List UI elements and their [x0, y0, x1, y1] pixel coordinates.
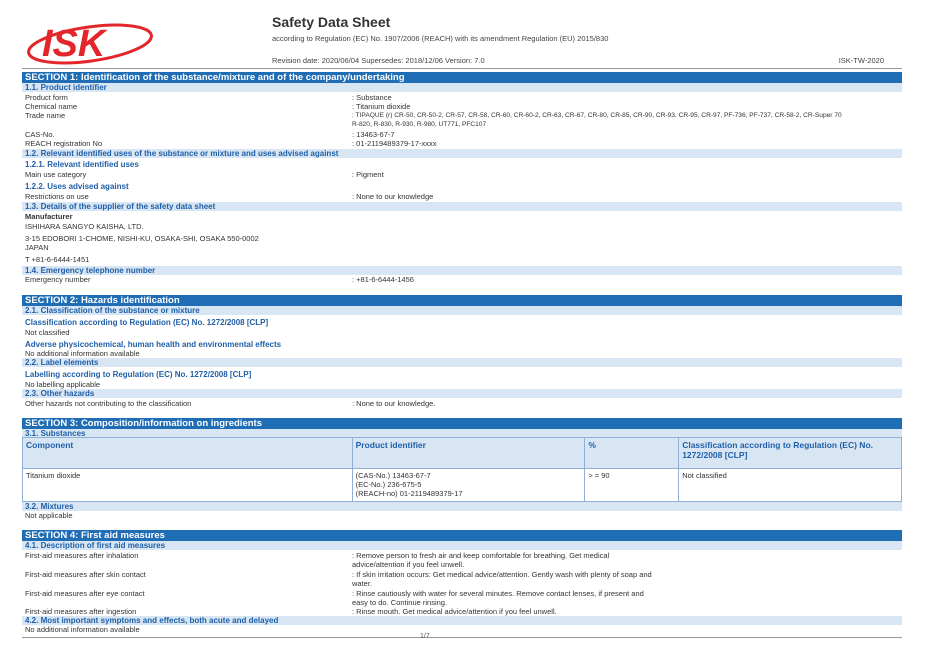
row-label: First-aid measures after inhalation — [25, 551, 139, 560]
row-label: REACH registration No — [25, 139, 103, 148]
row-label: Chemical name — [25, 102, 78, 111]
row-value: water. — [352, 579, 373, 588]
row-value: : Rinse cautiously with water for several minutes. Remove contact lenses, if present and — [352, 589, 644, 598]
manufacturer-label: Manufacturer — [25, 212, 73, 221]
subheading-classification: Classification according to Regulation (EC) No. 1272/2008 [CLP] — [25, 318, 269, 327]
logo-text: ISK — [42, 23, 106, 65]
company-address: 3-15 EDOBORI 1-CHOME, NISHI-KU, OSAKA-SHI, OSAKA 550-0002 — [25, 234, 259, 243]
row-label: CAS-No. — [25, 130, 55, 139]
row-label: Other hazards not contributing to the classification — [25, 399, 192, 408]
cas-number: (CAS-No.) 13463-67-7 — [355, 471, 431, 480]
classification-cell: Not classified — [679, 469, 902, 502]
composition-table — [22, 437, 902, 502]
header-divider — [22, 68, 902, 69]
subheading-1-2-1: 1.2.1. Relevant identified uses — [25, 160, 139, 169]
row-label: Product form — [25, 93, 68, 102]
company-name: ISHIHARA SANGYO KAISHA, LTD. — [25, 222, 144, 231]
row-value: easy to do. Continue rinsing. — [352, 598, 448, 607]
subsection-1-1: 1.1. Product identifier — [22, 83, 902, 92]
subsection-2-1: 2.1. Classification of the substance or mixture — [22, 306, 902, 315]
reach-number: (REACH-no) 01-2119489379-17 — [355, 489, 463, 498]
table-header-row — [23, 438, 902, 469]
section-3-heading: SECTION 3: Composition/information on ingredients — [22, 418, 902, 429]
subheading-labelling: Labelling according to Regulation (EC) No. 1272/2008 [CLP] — [25, 370, 252, 379]
column-header: % — [585, 438, 679, 469]
row-value: : TIPAQUE (r) CR-50, CR-50-2, CR-57, CR-58, CR-60, CR-60-2, CR-63, CR-67, CR-80, CR-85, CR-90, CR-93, CR-95, CR-97, PF-736, PF-737, CR-58-2, CR-Super 70 — [352, 112, 842, 119]
row-value: : Remove person to fresh air and keep comfortable for breathing. Get medical — [352, 551, 610, 560]
footer-divider — [22, 637, 902, 638]
adverse-effects-text: No additional information available — [25, 349, 140, 358]
row-value: R-820, R-830, R-930, R-980, UT771, PFC107 — [352, 121, 487, 128]
row-value: : Rinse mouth. Get medical advice/attention if you feel unwell. — [352, 607, 557, 616]
row-value: : Pigment — [352, 170, 384, 179]
row-label: Trade name — [25, 111, 66, 120]
column-header: Component — [23, 438, 353, 469]
row-label: First-aid measures after ingestion — [25, 607, 137, 616]
row-value: : +81-6-6444-1456 — [352, 275, 414, 284]
row-label: First-aid measures after eye contact — [25, 589, 145, 598]
row-label: First-aid measures after skin contact — [25, 570, 146, 579]
row-value: : 13463-67-7 — [352, 130, 395, 139]
column-header: Product identifier — [352, 438, 585, 469]
row-value: : None to our knowledge — [352, 192, 434, 201]
subsection-3-1: 3.1. Substances — [22, 429, 902, 438]
document-id: ISK-TW-2020 — [838, 56, 884, 65]
row-value: : Titanium dioxide — [352, 102, 411, 111]
company-phone: T +81-6-6444-1451 — [25, 255, 90, 264]
subsection-1-3: 1.3. Details of the supplier of the safety data sheet — [22, 202, 902, 211]
component-cell: Titanium dioxide — [23, 469, 353, 502]
identifier-cell — [352, 469, 585, 502]
subsection-4-2: 4.2. Most important symptoms and effects, both acute and delayed — [22, 616, 902, 625]
subsection-2-2: 2.2. Label elements — [22, 358, 902, 367]
section-4-heading: SECTION 4: First aid measures — [22, 530, 902, 541]
row-label: Restrictions on use — [25, 192, 89, 201]
symptoms-text: No additional information available — [25, 625, 140, 634]
company-country: JAPAN — [25, 243, 49, 252]
row-value: : None to our knowledge. — [352, 399, 436, 408]
subheading-adverse-effects: Adverse physicochemical, human health and environmental effects — [25, 340, 282, 349]
ec-number: (EC-No.) 236-675-5 — [355, 480, 422, 489]
section-1-heading: SECTION 1: Identification of the substance/mixture and of the company/undertaking — [22, 72, 902, 83]
sds-page — [22, 8, 902, 640]
labelling-text: No labelling applicable — [25, 380, 101, 389]
row-value: : If skin irritation occurs: Get medical advice/attention. Gently wash with plenty of soap and — [352, 570, 652, 579]
revision-info: Revision date: 2020/06/04 Supersedes: 2018/12/06 Version: 7.0 — [272, 56, 485, 65]
isk-logo — [26, 14, 158, 68]
subsection-1-4: 1.4. Emergency telephone number — [22, 266, 902, 275]
classification-text: Not classified — [25, 328, 70, 337]
percent-cell: > = 90 — [585, 469, 679, 502]
subheading-1-2-2: 1.2.2. Uses advised against — [25, 182, 129, 191]
subsection-4-1: 4.1. Description of first aid measures — [22, 541, 902, 550]
row-value: : Substance — [352, 93, 392, 102]
column-header: Classification according to Regulation (EC) No. 1272/2008 [CLP] — [679, 438, 902, 469]
table-row — [23, 469, 902, 502]
page-number: 1/7 — [420, 633, 430, 640]
subsection-3-2: 3.2. Mixtures — [22, 502, 902, 511]
mixtures-text: Not applicable — [25, 511, 73, 520]
section-2-heading: SECTION 2: Hazards identification — [22, 295, 902, 306]
document-title: Safety Data Sheet — [272, 14, 391, 30]
row-value: : 01-2119489379-17-xxxx — [352, 139, 437, 148]
row-value: advice/attention if you feel unwell. — [352, 560, 465, 569]
subsection-1-2: 1.2. Relevant identified uses of the substance or mixture and uses advised against — [22, 149, 902, 158]
subsection-2-3: 2.3. Other hazards — [22, 389, 902, 398]
document-subtitle: according to Regulation (EC) No. 1907/2006 (REACH) with its amendment Regulation (EU) 2015/830 — [272, 34, 609, 43]
row-label: Main use category — [25, 170, 87, 179]
row-label: Emergency number — [25, 275, 91, 284]
